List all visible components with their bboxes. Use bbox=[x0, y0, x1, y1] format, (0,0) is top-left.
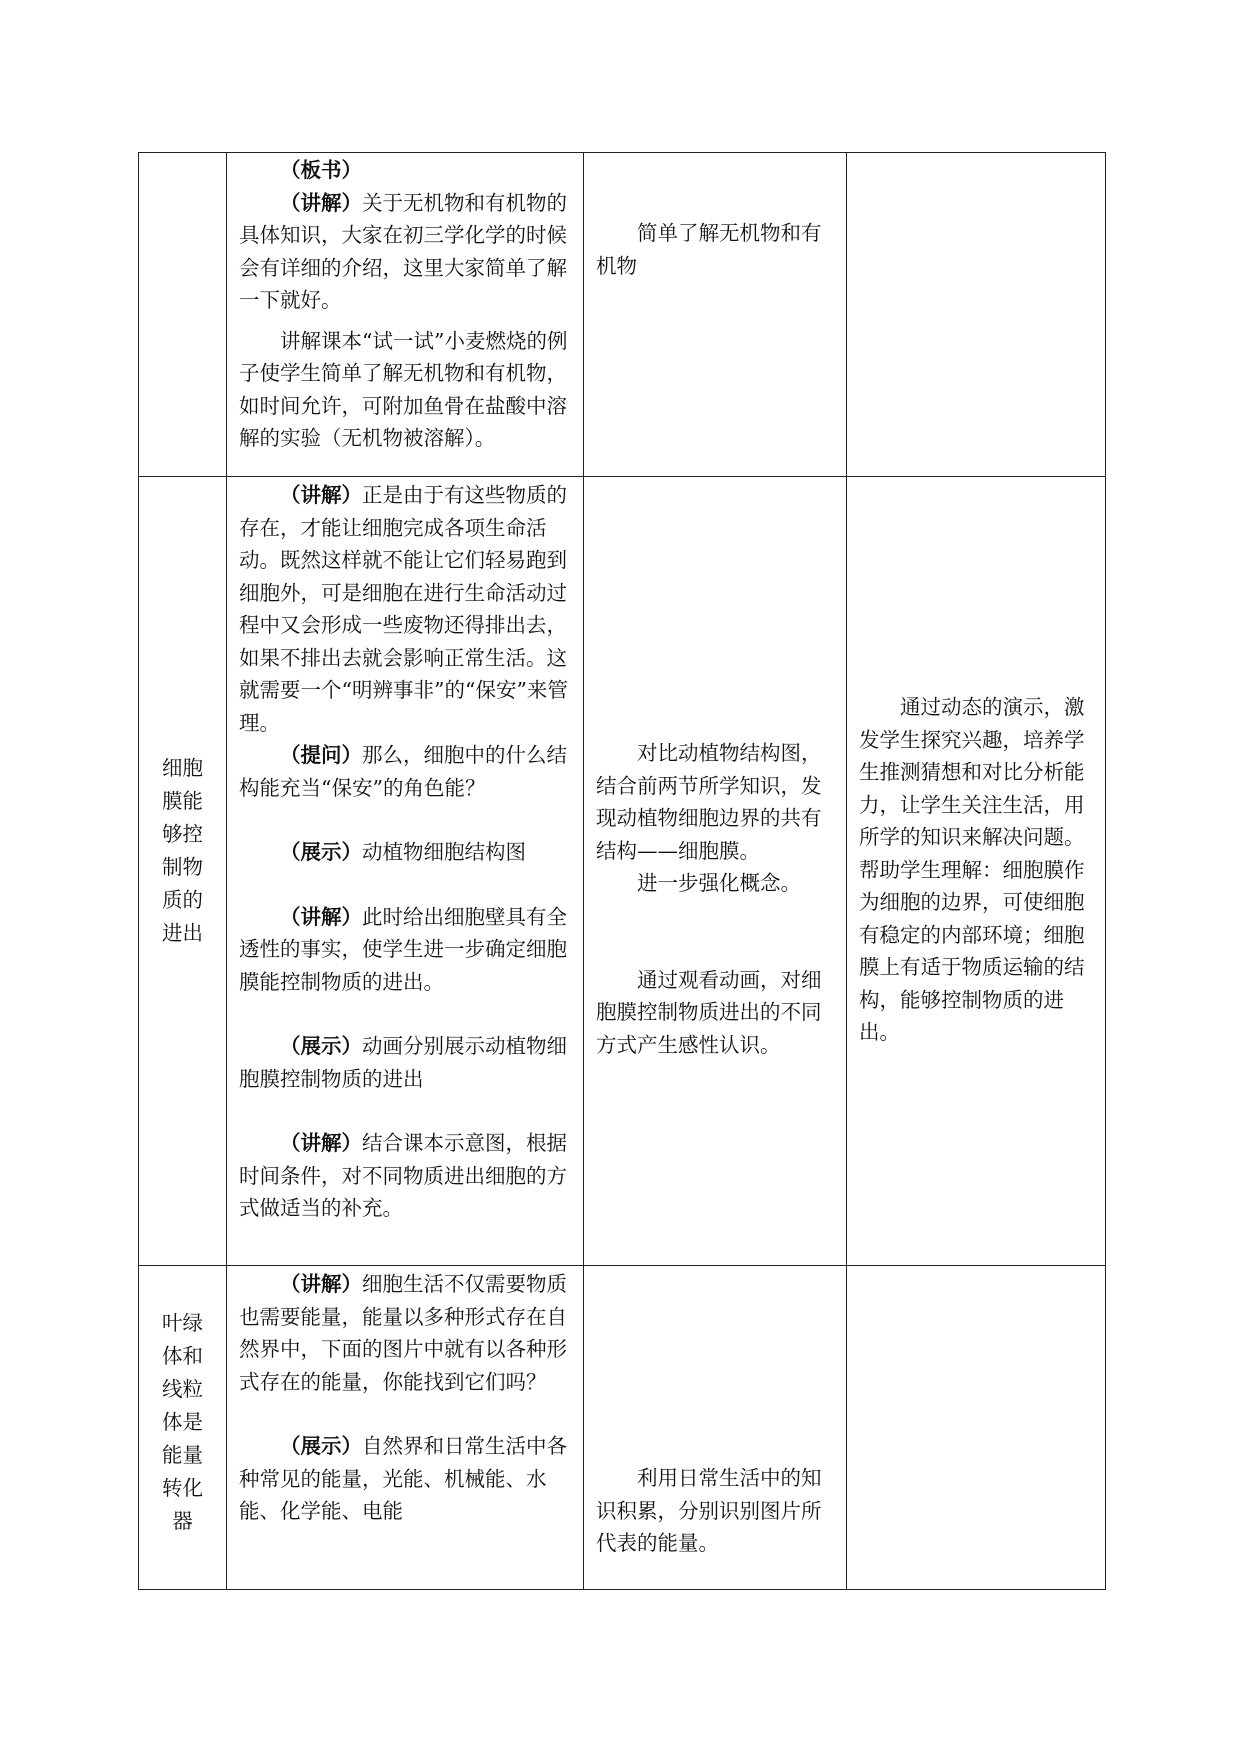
paragraph-text: 进一步强化概念。 bbox=[637, 871, 801, 895]
tag-label: （讲解） bbox=[280, 1272, 362, 1296]
student-activity-cell bbox=[584, 153, 847, 477]
paragraph-text: 利用日常生活中的知识积累，分别识别图片所代表的能量。 bbox=[596, 1466, 822, 1555]
teacher-activity-cell bbox=[227, 477, 584, 1266]
paragraph-text: 通过动态的演示，激发学生探究兴趣，培养学生推测猜想和对比分析能力，让学生关注生活，用所学的知识来解决问题。帮助学生理解：细胞膜作为细胞的边界，可使细胞有稳定的内部环境；细胞膜上有适于物质运输的结构，能够控制物质的进出。 bbox=[859, 695, 1085, 1044]
tag-label: （讲解） bbox=[280, 190, 362, 215]
topic-cell bbox=[139, 153, 227, 477]
tag-label: （讲解） bbox=[280, 1131, 362, 1155]
topic-cell bbox=[139, 1266, 227, 1590]
paragraph-text: 讲解课本“试一试”小麦燃烧的例子使学生简单了解无机物和有机物，如时间允许，可附加鱼骨在盐酸中溶解的实验（无机物被溶解）。 bbox=[239, 328, 568, 450]
paragraph-text: 动植物细胞结构图 bbox=[362, 840, 526, 864]
tag-label: （讲解） bbox=[280, 483, 362, 507]
paragraph-text: 动画分别展示动植物细胞膜控制物质的进出 bbox=[239, 1034, 567, 1091]
design-intent-cell bbox=[847, 1266, 1106, 1590]
tag-label: （展示） bbox=[280, 1434, 362, 1458]
paragraph-text: 关于无机物和有机物的具体知识，大家在初三学化学的时候会有详细的介绍，这里大家简单了解一下就好。 bbox=[239, 190, 567, 312]
paragraph-text: 正是由于有这些物质的存在，才能让细胞完成各项生命活动。既然这样就不能让它们轻易跑到细胞外，可是细胞在进行生命活动过程中又会形成一些废物还得排出去，如果不排出去就会影响正常生活。这就需要一个“明辨事非”的“保安”来管理。 bbox=[239, 483, 568, 735]
topic-cell bbox=[139, 477, 227, 1266]
paragraph-text: 对比动植物结构图，结合前两节所学知识，发现动植物细胞边界的共有结构——细胞膜。 bbox=[596, 741, 822, 863]
tag-label: （讲解） bbox=[280, 904, 362, 929]
paragraph-text: 此时给出细胞壁具有全透性的事实，使学生进一步确定细胞膜能控制物质的进出。 bbox=[239, 904, 567, 994]
table-row bbox=[139, 153, 1106, 477]
design-intent-cell bbox=[847, 477, 1106, 1266]
paragraph-text: 通过观看动画，对细胞膜控制物质进出的不同方式产生感性认识。 bbox=[596, 967, 822, 1057]
teacher-activity-cell bbox=[227, 1266, 584, 1590]
table-row bbox=[139, 1266, 1106, 1590]
lesson-plan-table bbox=[138, 152, 1106, 1590]
table-row bbox=[139, 477, 1106, 1266]
paragraph-text: 简单了解无机物和有机物 bbox=[596, 221, 822, 278]
tag-label: （板书） bbox=[280, 158, 362, 182]
teacher-activity-cell bbox=[227, 153, 584, 477]
design-intent-cell bbox=[847, 153, 1106, 477]
student-activity-cell bbox=[584, 477, 847, 1266]
tag-label: （展示） bbox=[280, 1034, 362, 1058]
paragraph-text: 细胞生活不仅需要物质也需要能量，能量以多种形式存在自然界中，下面的图片中就有以各种形式存在的能量，你能找到它们吗？ bbox=[239, 1272, 567, 1394]
topic-label: 叶绿体和线粒体是能量转化器 bbox=[162, 1311, 203, 1533]
tag-label: （展示） bbox=[280, 840, 362, 864]
paragraph-text: 自然界和日常生活中各种常见的能量，光能、机械能、水能、化学能、电能 bbox=[239, 1434, 567, 1523]
topic-label: 细胞膜能够控制物质的进出 bbox=[162, 756, 203, 945]
paragraph-text: 结合课本示意图，根据时间条件，对不同物质进出细胞的方式做适当的补充。 bbox=[239, 1131, 567, 1220]
tag-label: （提问） bbox=[280, 743, 362, 767]
paragraph-text: 那么，细胞中的什么结构能充当“保安”的角色能？ bbox=[239, 743, 567, 800]
student-activity-cell bbox=[584, 1266, 847, 1590]
